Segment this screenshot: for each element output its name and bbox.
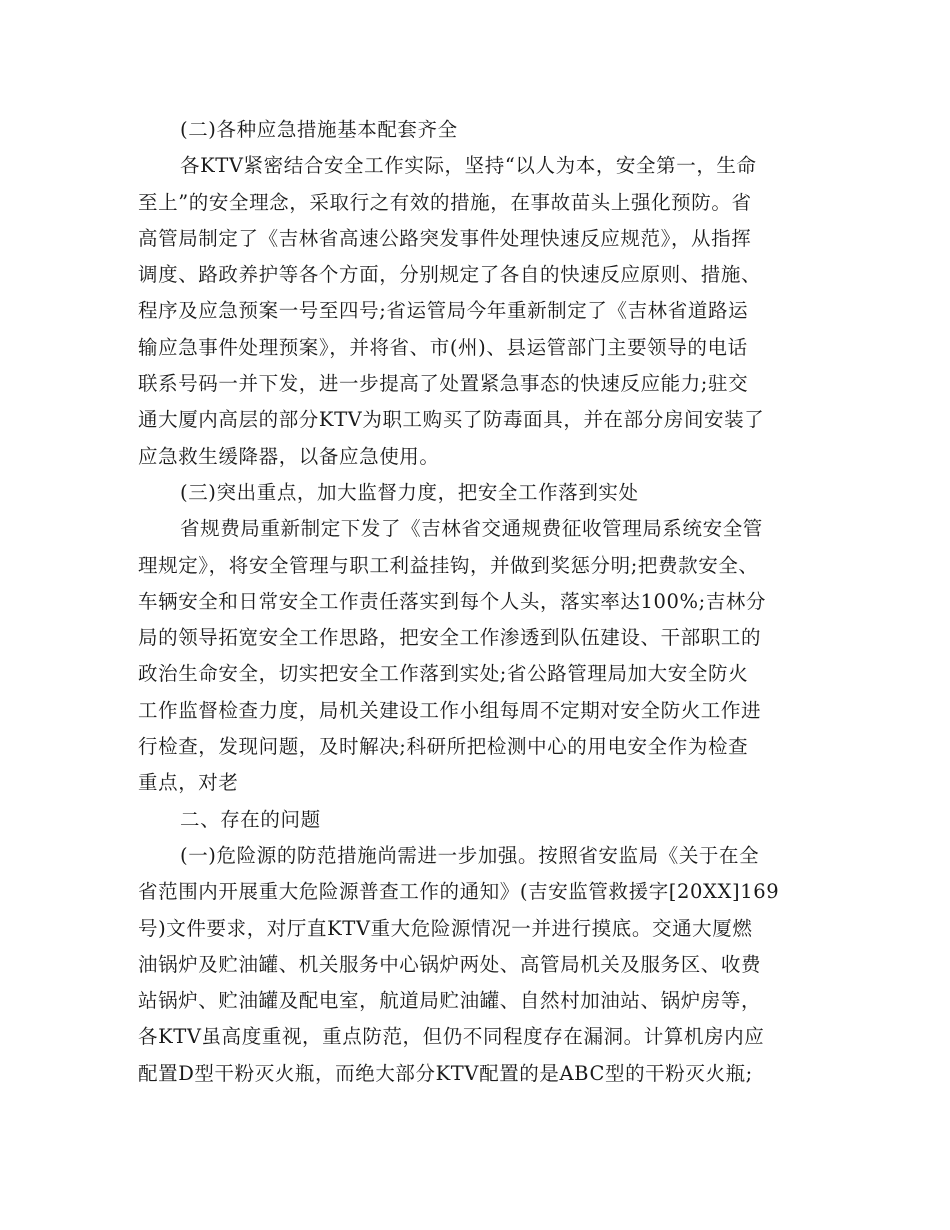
paragraph-line: 各KTV虽高度重视，重点防范，但仍不同程度存在漏洞。计算机房内应 (138, 1025, 765, 1049)
paragraph-line: 联系号码一并下发，进一步提高了处置紧急事态的快速反应能力;驻交 (138, 372, 749, 396)
paragraph-line: 通大厦内高层的部分KTV为职工购买了防毒面具，并在部分房间安装了 (138, 408, 765, 432)
paragraph-line: (一)危险源的防范措施尚需进一步加强。按照省安监局《关于在全 (180, 843, 760, 867)
paragraph-line: 行检查，发现问题，及时解决;科研所把检测中心的用电安全作为检查 (138, 735, 749, 759)
paragraph-line: 号)文件要求，对厅直KTV重大危险源情况一并进行摸底。交通大厦燃 (138, 916, 753, 940)
paragraph-line: 车辆安全和日常安全工作责任落实到每个人头，落实率达100%;吉林分 (138, 589, 767, 613)
paragraph-line: 高管局制定了《吉林省高速公路突发事件处理快速反应规范》，从指挥 (138, 226, 752, 250)
paragraph-line: 理规定》，将安全管理与职工利益挂钩，并做到奖惩分明;把费款安全、 (138, 553, 759, 577)
paragraph-line: 各KTV紧密结合安全工作实际，坚持“以人为本，安全第一，生命 (180, 154, 757, 178)
document-body (138, 112, 828, 1092)
section-heading: (三)突出重点，加大监督力度，把安全工作落到实处 (180, 480, 639, 504)
paragraph-line: 调度、路政养护等各个方面，分别规定了各自的快速反应原则、措施、 (138, 263, 762, 287)
paragraph-line: 局的领导拓宽安全工作思路，把安全工作渗透到队伍建设、干部职工的 (138, 626, 762, 650)
paragraph-line: 程序及应急预案一号至四号;省运管局今年重新制定了《吉林省道路运 (138, 299, 749, 323)
paragraph-line: 省规费局重新制定下发了《吉林省交通规费征收管理局系统安全管 (180, 517, 763, 541)
paragraph-line: 工作监督检查力度，局机关建设工作小组每周不定期对安全防火工作进 (138, 698, 762, 722)
paragraph-line: 配置D型干粉灭火瓶，而绝大部分KTV配置的是ABC型的干粉灭火瓶; (138, 1061, 753, 1085)
paragraph-line: 应急救生缓降器，以备应急使用。 (138, 444, 440, 468)
paragraph-line: 站锅炉、贮油罐及配电室，航道局贮油罐、自然村加油站、锅炉房等， (138, 989, 762, 1013)
chapter-heading: 二、存在的问题 (180, 807, 321, 831)
paragraph-line: 输应急事件处理预案》，并将省、市(州)、县运管部门主要领导的电话 (138, 335, 748, 359)
section-heading: (二)各种应急措施基本配套齐全 (180, 118, 458, 141)
paragraph-line: 省范围内开展重大危险源普查工作的通知》(吉安监管救援字[20XX]169 (138, 880, 780, 904)
paragraph-line: 油锅炉及贮油罐、机关服务中心锅炉两处、高管局机关及服务区、收费 (138, 952, 762, 976)
paragraph-line: 重点，对老 (138, 771, 239, 795)
paragraph-line: 政治生命安全，切实把安全工作落到实处;省公路管理局加大安全防火 (138, 662, 749, 686)
paragraph-line: 至上”的安全理念，采取行之有效的措施，在事故苗头上强化预防。省 (138, 190, 752, 214)
